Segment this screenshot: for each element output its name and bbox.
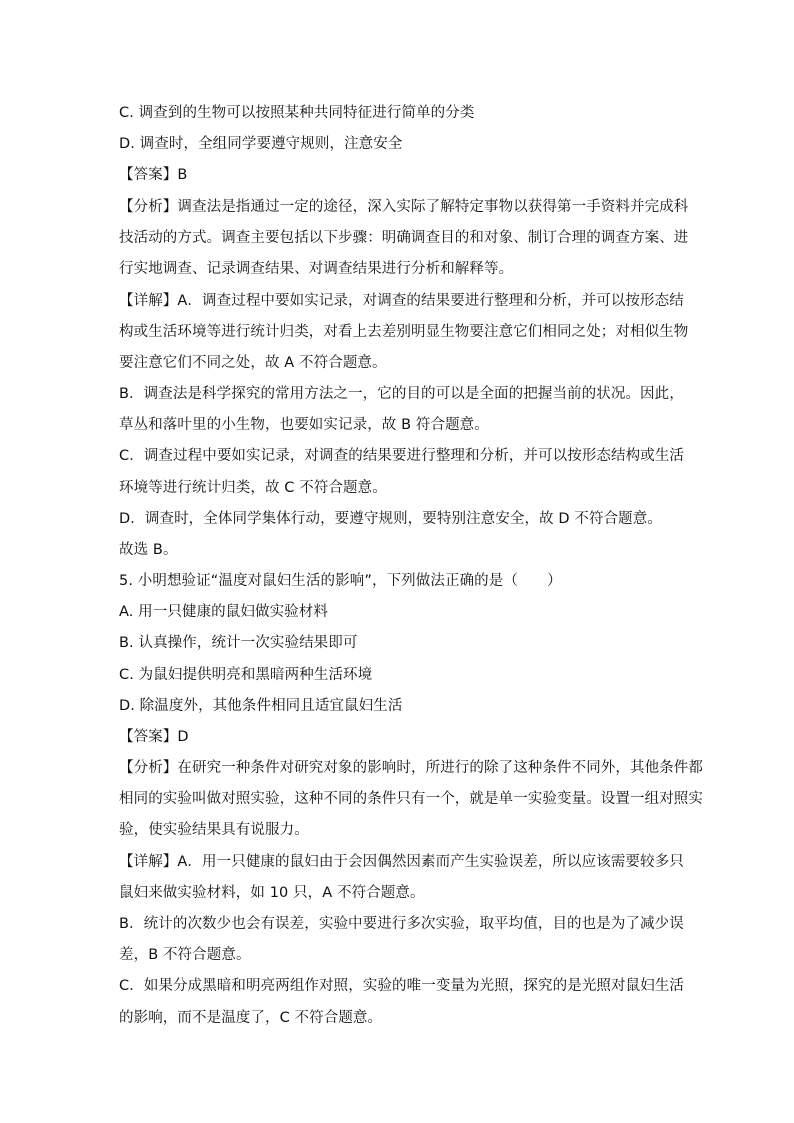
- answer-line: 【答案】B: [119, 167, 188, 183]
- analysis-line: 相同的实验叫做对照实验，这种不同的条件只有一个，就是单一实验变量。设置一组对照实: [119, 791, 703, 807]
- option-b-line: B. 认真操作，统计一次实验结果即可: [119, 635, 358, 651]
- explanation-line: 差，B 不符合题意。: [119, 947, 251, 963]
- explanation-line: C．调查过程中要如实记录，对调查的结果要进行整理和分析，并可以按形态结构或生活: [119, 448, 685, 464]
- explanation-line: 要注意它们不同之处，故 A 不符合题意。: [119, 355, 387, 371]
- option-c-line: C. 为鼠妇提供明亮和黑暗两种生活环境: [119, 667, 373, 683]
- analysis-line: 技活动的方式。调查主要包括以下步骤：明确调查目的和对象、制订合理的调查方案、进: [119, 230, 689, 246]
- explanation-line: 的影响，而不是温度了，C 不符合题意。: [119, 1010, 383, 1026]
- explanation-line: B．调查法是科学探究的常用方法之一，它的目的可以是全面的把握当前的状况。因此，: [119, 386, 684, 402]
- analysis-line: 【分析】调查法是指通过一定的途径，深入实际了解特定事物以获得第一手资料并完成科: [119, 199, 689, 215]
- option-c-line: C. 调查到的生物可以按照某种共同特征进行简单的分类: [119, 105, 475, 121]
- explanation-line: 环境等进行统计归类，故 C 不符合题意。: [119, 480, 387, 496]
- explanation-line: B．统计的次数少也会有误差，实验中要进行多次实验，取平均值，目的也是为了减少误: [119, 916, 684, 932]
- explanation-line: C．如果分成黑暗和明亮两组作对照，实验的唯一变量为光照，探究的是光照对鼠妇生活: [119, 978, 685, 994]
- question-line: 5. 小明想验证“温度对鼠妇生活的影响”，下列做法正确的是（ ）: [119, 573, 562, 589]
- option-a-line: A. 用一只健康的鼠妇做实验材料: [119, 604, 328, 620]
- conclusion-line: 故选 B。: [119, 542, 178, 558]
- explanation-line: 草丛和落叶里的小生物，也要如实记录，故 B 符合题意。: [119, 417, 489, 433]
- explanation-line: D．调查时，全体同学集体行动，要遵守规则，要特别注意安全，故 D 不符合题意。: [119, 511, 662, 527]
- analysis-line: 行实地调查、记录调查结果、对调查结果进行分析和解释等。: [119, 261, 514, 277]
- option-d-line: D. 调查时，全组同学要遵守规则，注意安全: [119, 136, 403, 152]
- explanation-line: 【详解】A．用一只健康的鼠妇由于会因偶然因素而产生实验误差，所以应该需要较多只: [119, 854, 684, 870]
- explanation-line: 【详解】A．调查过程中要如实记录，对调查的结果要进行整理和分析，并可以按形态结: [119, 293, 684, 309]
- analysis-line: 【分析】在研究一种条件对研究对象的影响时，所进行的除了这种条件不同外，其他条件都: [119, 760, 703, 776]
- option-d-line: D. 除温度外，其他条件相同且适宜鼠妇生活: [119, 698, 403, 714]
- answer-line: 【答案】D: [119, 729, 189, 745]
- explanation-line: 构或生活环境等进行统计归类，对看上去差别明显生物要注意它们相同之处；对相似生物: [119, 324, 689, 340]
- explanation-line: 鼠妇来做实验材料，如 10 只，A 不符合题意。: [119, 885, 425, 901]
- analysis-line: 验，使实验结果具有说服力。: [119, 822, 309, 838]
